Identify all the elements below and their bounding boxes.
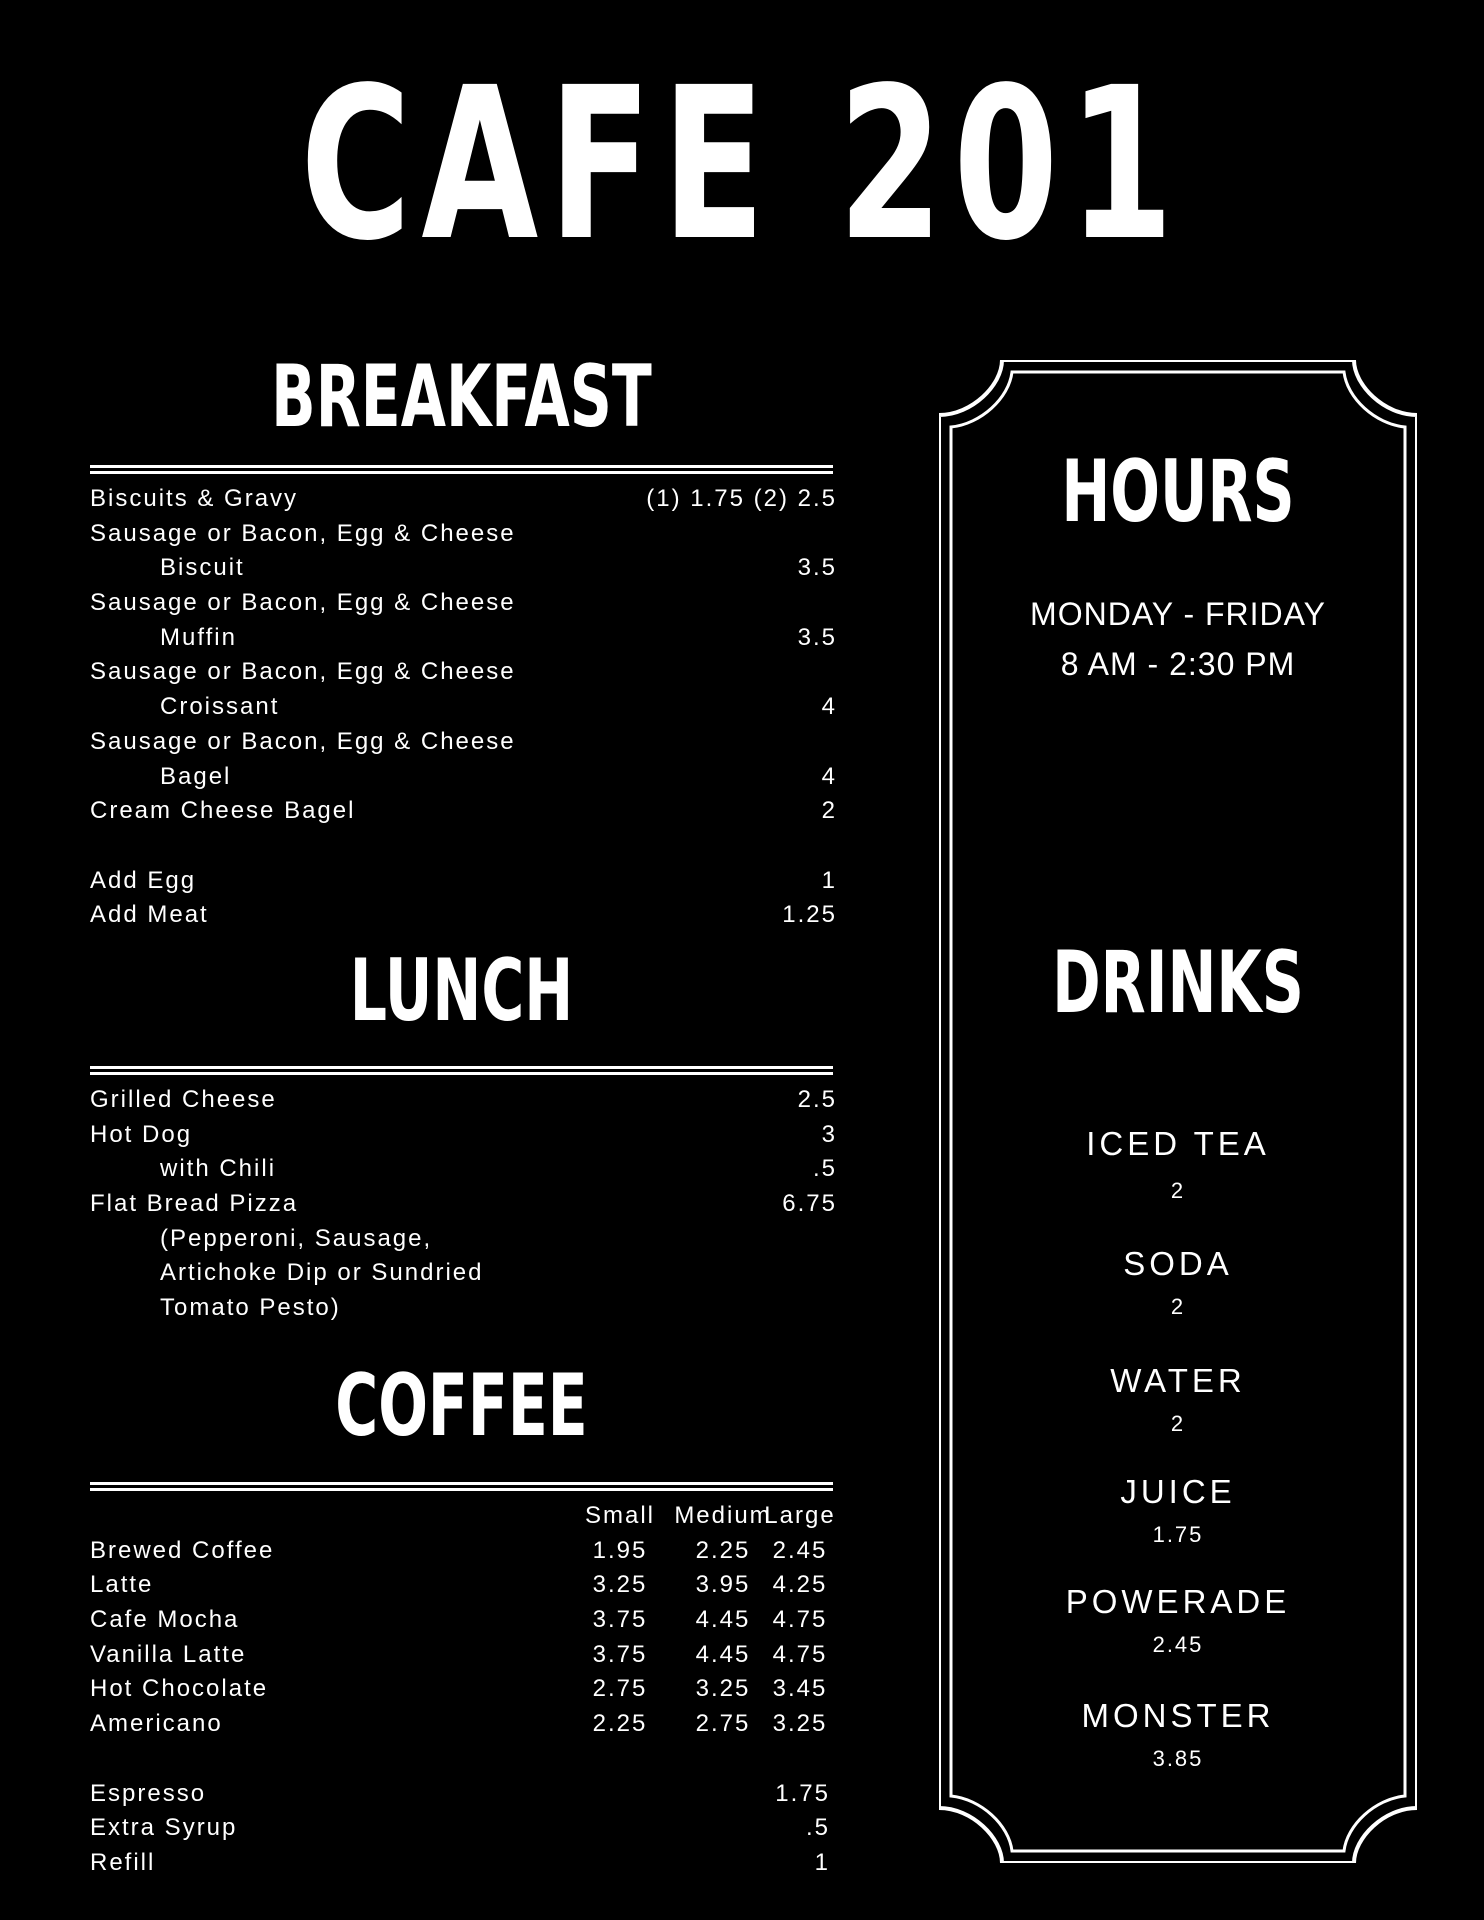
- page-title: CAFE 201: [300, 42, 1184, 287]
- hours-time: 8 AM - 2:30 PM: [1060, 646, 1296, 682]
- menu-item: Biscuit 3.5: [160, 554, 837, 582]
- size-medium: Medium: [674, 1502, 772, 1529]
- lunch-list: [90, 1083, 837, 1326]
- hours-title: HOURS: [1061, 442, 1295, 542]
- menu-item: Sausage or Bacon, Egg & Cheese: [90, 589, 516, 617]
- breakfast-list: [90, 482, 837, 933]
- hours-days: MONDAY - FRIDAY: [1030, 596, 1326, 632]
- menu-item: (Pepperoni, Sausage,: [160, 1224, 433, 1252]
- drink-name: JUICE: [1120, 1473, 1236, 1510]
- drink-name: WATER: [1110, 1362, 1246, 1399]
- menu-item: Sausage or Bacon, Egg & Cheese: [90, 519, 516, 547]
- size-small: Small: [584, 1502, 655, 1529]
- coffee-list: [90, 1499, 837, 1881]
- coffee-size-header: [90, 1499, 837, 1534]
- drink-price: 2: [1170, 1294, 1186, 1319]
- drink-price: 2.45: [1152, 1632, 1204, 1657]
- drink-name: POWERADE: [1065, 1583, 1291, 1620]
- menu-item: Add Meat 1.25: [90, 901, 837, 929]
- coffee-item: Hot Chocolate 2.75 3.25 3.45: [90, 1675, 828, 1703]
- coffee-item: Latte 3.25 3.95 4.25: [90, 1571, 828, 1599]
- coffee-item: Brewed Coffee 1.95 2.25 2.45: [90, 1536, 828, 1564]
- coffee-item: Cafe Mocha 3.75 4.45 4.75: [90, 1606, 828, 1634]
- menu-item: Hot Dog 3: [90, 1120, 837, 1148]
- breakfast-title: BREAKFAST: [271, 347, 652, 447]
- menu-item: Muffin 3.5: [160, 623, 837, 651]
- drink-price: 1.75: [1152, 1522, 1204, 1547]
- size-large: Large: [764, 1502, 836, 1529]
- drinks-title: DRINKS: [1052, 933, 1304, 1033]
- menu-item: with Chili .5: [160, 1155, 837, 1183]
- coffee-extra: Extra Syrup .5: [90, 1814, 830, 1842]
- menu-item: Artichoke Dip or Sundried: [160, 1259, 484, 1287]
- menu-item: Cream Cheese Bagel 2: [90, 797, 837, 825]
- breakfast-divider: [90, 465, 833, 474]
- menu-item: Grilled Cheese 2.5: [90, 1086, 837, 1113]
- lunch-title: LUNCH: [349, 941, 574, 1041]
- lunch-divider: [90, 1066, 833, 1075]
- coffee-extra: Espresso 1.75: [90, 1779, 830, 1807]
- drink-price: 3.85: [1152, 1746, 1204, 1771]
- coffee-title: COFFEE: [335, 1356, 588, 1456]
- menu-item: Bagel 4: [160, 762, 837, 790]
- menu-item: Tomato Pesto): [160, 1294, 341, 1322]
- coffee-item: Vanilla Latte 3.75 4.45 4.75: [90, 1640, 828, 1668]
- drink-price: 2: [1170, 1178, 1186, 1203]
- coffee-item: Americano 2.25 2.75 3.25: [90, 1710, 828, 1738]
- menu-item: Croissant 4: [160, 693, 837, 721]
- drink-name: MONSTER: [1081, 1697, 1275, 1734]
- menu-item: Biscuits & Gravy (1) 1.75 (2) 2.5: [90, 485, 837, 512]
- coffee-extra: Refill 1: [90, 1848, 830, 1876]
- drink-name: SODA: [1123, 1245, 1233, 1282]
- menu-item: Add Egg 1: [90, 866, 837, 894]
- menu-item: Sausage or Bacon, Egg & Cheese: [90, 658, 516, 686]
- menu-item: Flat Bread Pizza 6.75: [90, 1190, 837, 1218]
- coffee-divider: [90, 1482, 833, 1491]
- drink-price: 2: [1170, 1411, 1186, 1436]
- menu-item: Sausage or Bacon, Egg & Cheese: [90, 727, 516, 755]
- drink-name: ICED TEA: [1086, 1125, 1270, 1162]
